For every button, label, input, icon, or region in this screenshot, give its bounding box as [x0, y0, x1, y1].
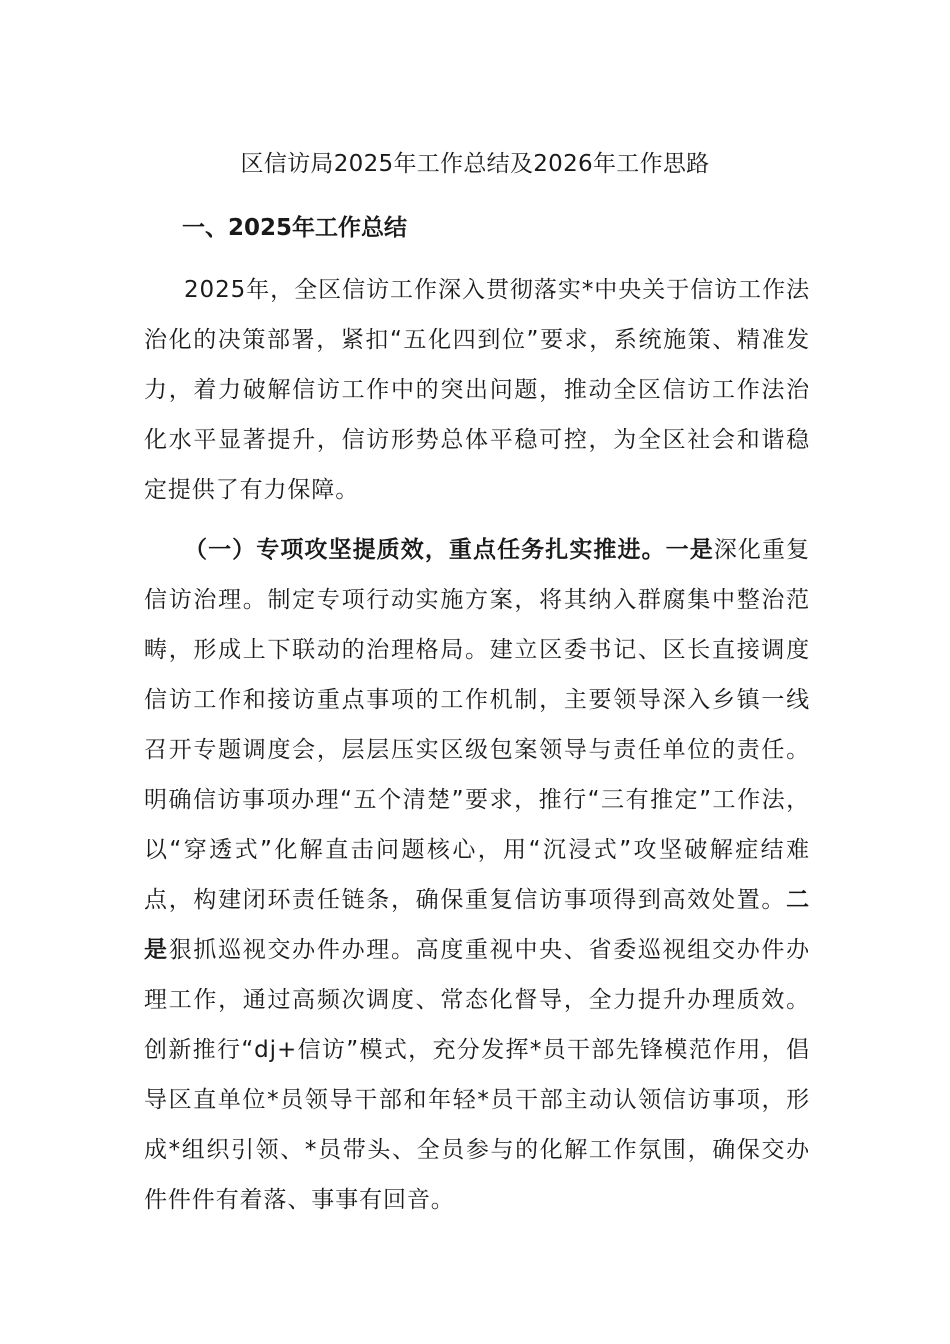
task-paragraph	[144, 525, 810, 1225]
point-text-one: 深化重复信访治理。制定专项行动实施方案，将其纳入群腐集中整治范畴，形成上下联动的治理格局。建立区委书记、区长直接调度信访工作和接访重点事项的工作机制，主要领导深入乡镇一线召开专题调度会，层层压实区级包案领导与责任单位的责任。明确信访事项办理“五个清楚”要求，推行“三有推定”工作法，以“穿透式”化解直击问题核心，用“沉浸式”攻坚破解症结难点，构建闭环责任链条，确保重复信访事项得到高效处置。	[144, 537, 810, 913]
section-heading: 一、2025年工作总结	[182, 215, 408, 241]
summary-paragraph: 2025年，全区信访工作深入贯彻落实*中央关于信访工作法治化的决策部署，紧扣“五化四到位”要求，系统施策、精准发力，着力破解信访工作中的突出问题，推动全区信访工作法治化水平显著提升，信访形势总体平稳可控，为全区社会和谐稳定提供了有力保障。	[144, 277, 810, 503]
point-marker-one: 一是	[665, 537, 714, 563]
point-marker-two: 二是	[144, 887, 810, 963]
subsection-heading: （一）专项攻坚提质效，重点任务扎实推进。	[184, 537, 666, 563]
point-text-two: 狠抓巡视交办件办理。高度重视中央、省委巡视组交办件办理工作，通过高频次调度、常态化督导，全力提升办理质效。创新推行“dj+信访”模式，充分发挥*员干部先锋模范作用，倡导区直单位*员领导干部和年轻*员干部主动认领信访事项，形成*组织引领、*员带头、全员参与的化解工作氛围，确保交办件件件有着落、事事有回音。	[144, 937, 810, 1213]
document-title: 区信访局2025年工作总结及2026年工作思路	[240, 151, 710, 177]
